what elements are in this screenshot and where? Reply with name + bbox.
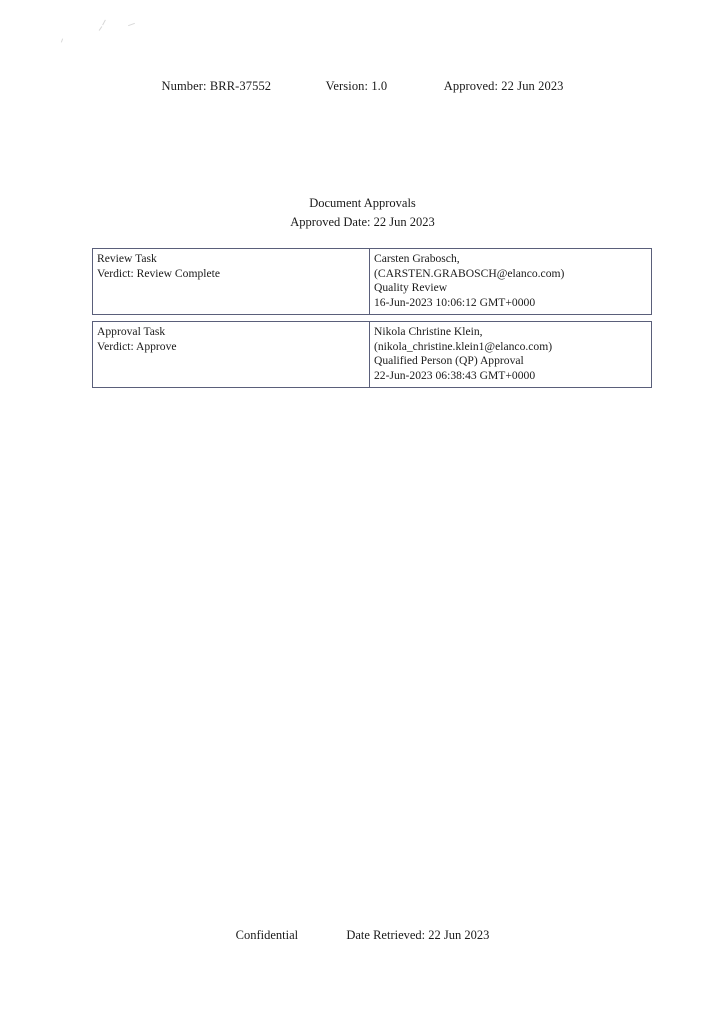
document-approved-date: Approved: 22 Jun 2023 — [443, 79, 564, 93]
approval-filler-line — [97, 296, 369, 311]
document-footer — [0, 928, 725, 943]
approval-verdict: Verdict: Approve — [97, 339, 177, 353]
approver-name: Nikola Christine Klein, — [374, 325, 483, 338]
approval-entry-review — [92, 248, 652, 315]
document-version: Version: 1.0 — [325, 79, 388, 93]
scan-artifact-mark — [99, 26, 103, 31]
approval-task-cell — [93, 249, 370, 314]
approver-email: (nikola_christine.klein1@elanco.com) — [374, 339, 553, 353]
page-title: Document Approvals — [309, 196, 416, 210]
document-header — [0, 79, 725, 94]
date-retrieved-label: Date Retrieved: 22 Jun 2023 — [346, 928, 490, 942]
confidential-label: Confidential — [235, 928, 299, 942]
approval-task-name: Review Task — [97, 252, 157, 265]
approver-role: Qualified Person (QP) Approval — [374, 354, 524, 368]
approval-timestamp: 22-Jun-2023 06:38:43 GMT+0000 — [374, 368, 536, 382]
scan-artifact-mark — [61, 38, 63, 42]
approval-timestamp: 16-Jun-2023 10:06:12 GMT+0000 — [374, 295, 536, 309]
approver-role: Quality Review — [374, 281, 448, 295]
approval-verdict: Verdict: Review Complete — [97, 266, 220, 280]
approval-filler-line — [97, 281, 369, 296]
approval-entry-approval — [92, 321, 652, 388]
document-number: Number: BRR-37552 — [161, 79, 272, 93]
scan-artifact-mark — [128, 23, 135, 26]
approver-details-cell — [370, 249, 651, 314]
approver-email: (CARSTEN.GRABOSCH@elanco.com) — [374, 266, 565, 280]
approval-filler-line — [97, 369, 369, 384]
approver-name: Carsten Grabosch, — [374, 252, 460, 265]
approved-date-line: Approved Date: 22 Jun 2023 — [290, 215, 435, 229]
approver-details-cell — [370, 322, 651, 387]
scan-artifact-mark — [102, 20, 106, 26]
approval-filler-line — [97, 354, 369, 369]
approval-task-name: Approval Task — [97, 325, 166, 338]
approval-task-cell — [93, 322, 370, 387]
